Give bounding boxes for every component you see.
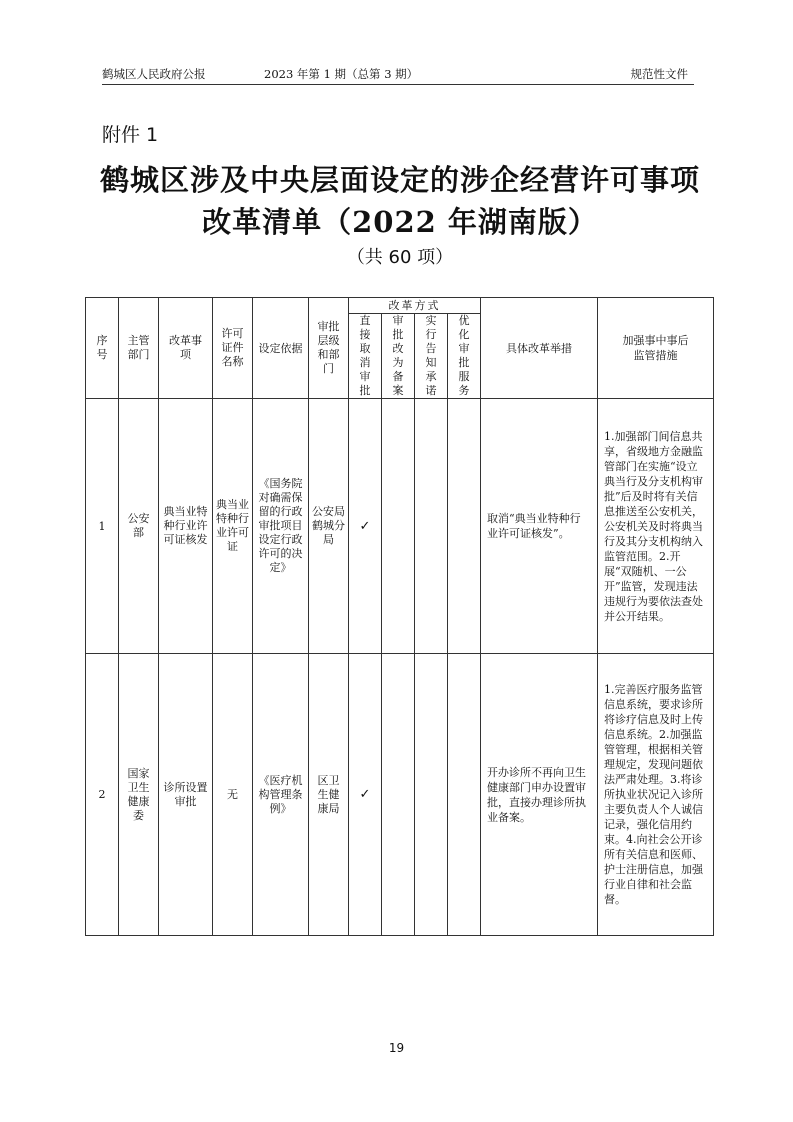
cell-filing <box>382 399 415 654</box>
cell-item: 诊所设置审批 <box>159 654 213 936</box>
cell-seq: 2 <box>86 654 119 936</box>
header-seq: 序号 <box>86 298 119 399</box>
header-optimize: 优化审批服务 <box>448 314 481 399</box>
header-item: 改革事项 <box>159 298 213 399</box>
cell-notify <box>415 399 448 654</box>
issue-info: 2023 年第 1 期（总第 3 期） <box>264 67 419 81</box>
cell-measures: 取消“典当业特种行业许可证核发”。 <box>481 399 598 654</box>
document-title-line-1: 鹤城区涉及中央层面设定的涉企经营许可事项 <box>99 163 700 197</box>
section-name: 规范性文件 <box>630 67 688 81</box>
page-number: 19 <box>388 1041 405 1055</box>
cell-optimize <box>448 399 481 654</box>
cell-supervision: 1.完善医疗服务监管信息系统，要求诊所将诊疗信息及时上传信息系统。2.加强监管管理，根据相关管理规定，发现问题依法严肃处理。3.将诊所执业状况记入诊所主要负责人个人诚信记录，强化信用约束。4.向社会公开诊所有关信息和医师、护士注册信息，加强行业自律和社会监督。 <box>598 654 714 936</box>
cell-filing <box>382 654 415 936</box>
cell-supervision: 1.加强部门间信息共享，省级地方金融监管部门在实施“设立典当行及分支机构审批”后及时将有关信息推送至公安机关，公安机关及时将典当行及其分支机构纳入监管范围。2.开展“双随机、一公开”监管，发现违法违规行为要依法查处并公开结果。 <box>598 399 714 654</box>
attachment-label: 附件 1 <box>102 124 159 146</box>
cell-basis: 《国务院对确需保留的行政审批项目设定行政许可的决定》 <box>253 399 309 654</box>
cell-cancel: ✓ <box>349 399 382 654</box>
cell-notify <box>415 654 448 936</box>
header-level: 审批层级和部门 <box>309 298 349 399</box>
header-reform-method: 改革方式 <box>349 298 481 314</box>
header-notify: 实行告知承诺 <box>415 314 448 399</box>
header-supervision: 加强事中事后监管措施 <box>598 298 714 399</box>
running-header <box>102 64 694 85</box>
cell-level: 公安局鹤城分局 <box>309 399 349 654</box>
gazette-name: 鹤城区人民政府公报 <box>102 67 206 81</box>
reform-list-table <box>85 297 714 936</box>
cell-basis: 《医疗机构管理条例》 <box>253 654 309 936</box>
cell-seq: 1 <box>86 399 119 654</box>
header-basis: 设定依据 <box>253 298 309 399</box>
header-measures: 具体改革举措 <box>481 298 598 399</box>
item-count: （共 60 项） <box>346 247 454 268</box>
header-filing: 审批改为备案 <box>382 314 415 399</box>
header-license: 许可证件名称 <box>213 298 253 399</box>
cell-dept: 国家卫生健康委 <box>119 654 159 936</box>
table-row <box>86 654 714 936</box>
cell-license: 典当业特种行业许可证 <box>213 399 253 654</box>
cell-optimize <box>448 654 481 936</box>
cell-cancel: ✓ <box>349 654 382 936</box>
cell-dept: 公安部 <box>119 399 159 654</box>
cell-license: 无 <box>213 654 253 936</box>
cell-measures: 开办诊所不再向卫生健康部门申办设置审批，直接办理诊所执业备案。 <box>481 654 598 936</box>
header-cancel: 直接取消审批 <box>349 314 382 399</box>
cell-item: 典当业特种行业许可证核发 <box>159 399 213 654</box>
document-title-line-2: 改革清单（2022 年湖南版） <box>202 205 598 239</box>
header-dept: 主管部门 <box>119 298 159 399</box>
cell-level: 区卫生健康局 <box>309 654 349 936</box>
table-row <box>86 399 714 654</box>
